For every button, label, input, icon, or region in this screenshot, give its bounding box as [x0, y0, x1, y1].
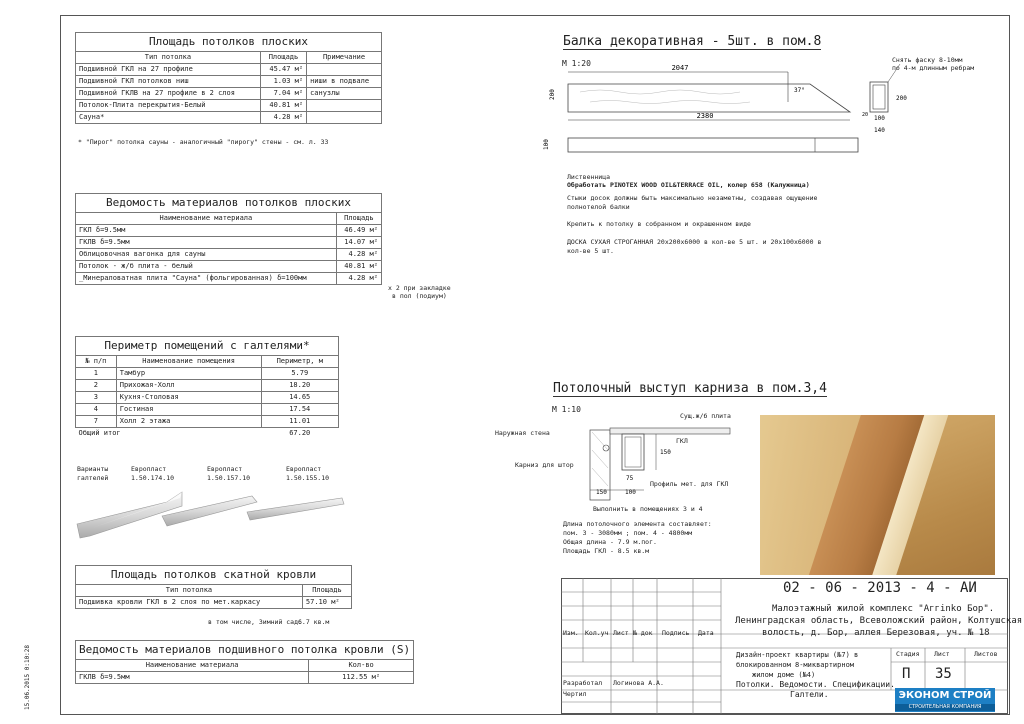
beam-scale: М 1:20: [562, 59, 591, 68]
cell: 2: [76, 380, 117, 392]
pitched-materials-table: [75, 640, 414, 684]
table-row: [76, 416, 339, 428]
beam-note: Крепить к потолку в собранном и окрашенном виде: [567, 220, 751, 228]
cell: 4.28 м²: [336, 273, 381, 285]
date-stamp: 15.06.2015 0:10:28: [24, 644, 31, 710]
sheet-title: Галтели.: [790, 690, 829, 699]
dim-75: 75: [626, 475, 634, 482]
molding-brand: Европласт: [286, 465, 322, 473]
stamp-header: Лист: [613, 629, 629, 637]
sheet-value: 35: [935, 666, 952, 682]
total-row: [76, 428, 339, 440]
developed-label: Разработал: [563, 679, 603, 687]
col-header: Наименование материала: [76, 213, 337, 225]
col-header: Площадь: [336, 213, 381, 225]
pitched-table: [75, 565, 352, 609]
project-line: Ленинградская область, Всеволожский район, Колтушская: [735, 616, 1023, 626]
dim-2380: 2380: [696, 112, 714, 120]
section-note: Снять фаску 8-10мм: [892, 56, 963, 64]
cell: 1: [76, 368, 117, 380]
dim-100: 100: [625, 489, 636, 496]
total-label: Общий итог: [78, 429, 121, 437]
table-row: [76, 249, 382, 261]
dim-100: 100: [543, 139, 550, 150]
col-header: Наименование помещения: [116, 356, 261, 368]
cornice-length: Площадь ГКЛ - 8.5 кв.м: [563, 547, 650, 555]
cornice-scale: М 1:10: [552, 405, 581, 414]
stamp-header: Подпись: [662, 629, 690, 637]
cell: 45.47 м²: [260, 64, 306, 76]
col-header: Тип потолка: [76, 585, 303, 597]
cell: 3: [76, 392, 117, 404]
cell: Подшивной ГКЛВ на 27 профиле в 2 слоя: [76, 88, 261, 100]
col-header: Площадь: [260, 52, 306, 64]
beam-note: полнотелой балки: [567, 203, 630, 211]
design-line: Дизайн-проект квартиры (№7) в: [736, 651, 859, 659]
cell: Сауна*: [76, 112, 261, 124]
col-header: Площадь: [302, 585, 351, 597]
table-title: Ведомость материалов подшивного потолка кровли (S): [76, 641, 414, 660]
label-slab: Сущ.ж/б плита: [680, 412, 731, 420]
cell: санузлы: [307, 88, 382, 100]
cornice-length: Общая длина - 7.9 м.пог.: [563, 538, 657, 546]
sec-20: 20: [862, 112, 869, 118]
table-row: [76, 225, 382, 237]
table-row: [76, 100, 382, 112]
stamp-header: Дата: [698, 629, 714, 637]
stamp-header: № док: [633, 629, 653, 637]
cell: [307, 64, 382, 76]
project-line: волость, д. Бор, аллея Березовая, уч. № 18: [762, 628, 990, 638]
col-header: Кол-во: [309, 660, 414, 672]
beam-material: Лиственница: [567, 173, 611, 181]
perimeter-table: [75, 336, 339, 439]
flat-materials-table: [75, 193, 382, 285]
beam-note: кол-ве 5 шт.: [567, 247, 614, 255]
label-profile: Профиль мет. для ГКЛ: [650, 480, 729, 488]
cell: [307, 112, 382, 124]
side-note: x 2 при закладке: [388, 284, 451, 292]
cell: 7: [76, 416, 117, 428]
cell: Гостиная: [116, 404, 261, 416]
sheet-label: Лист: [934, 650, 950, 658]
cell: Облицовочная вагонка для сауны: [76, 249, 337, 261]
project-line: Малоэтажный жилой комплекс "Аггinko Бор".: [772, 604, 995, 614]
flat-ceilings-table: [75, 32, 382, 124]
beam-drawing: [540, 62, 980, 172]
beam-title: Балка декоративная - 5шт. в пом.8: [563, 34, 822, 49]
table-title: Площадь потолков скатной кровли: [76, 566, 352, 585]
beam-treatment: Обработать PINOTEX WOOD OIL&TERRACE OIL, колер 658 (Калужница): [567, 181, 810, 189]
table-title: Периметр помещений с галтелями*: [76, 337, 339, 356]
cornice-photo: [760, 415, 995, 575]
label-rod: Карниз для штор: [515, 461, 574, 469]
cell: 7.04 м²: [260, 88, 306, 100]
company-logo: [895, 688, 995, 712]
total-value: 67.20: [289, 429, 311, 437]
col-header: Наименование материала: [76, 660, 309, 672]
cell: 17.54: [261, 404, 339, 416]
stage-label: Стадия: [896, 650, 920, 658]
col-header: № п/п: [76, 356, 117, 368]
cell: [307, 100, 382, 112]
logo-text: ЭКОНОМ СТРОЙ: [898, 690, 992, 701]
cornice-length: Длина потолочного элемента составляет:: [563, 520, 712, 528]
subnote-value: 6.7 кв.м: [298, 618, 330, 626]
cell: 14.65: [261, 392, 339, 404]
sheet-title: Потолки. Ведомости. Спецификации.: [736, 680, 895, 689]
dim-37: 37°: [794, 87, 805, 94]
molding-brand: Европласт: [207, 465, 243, 473]
table-row: [76, 404, 339, 416]
cell: ГКЛ δ=9.5мм: [76, 225, 337, 237]
table-row: [76, 88, 382, 100]
logo-subtext: СТРОИТЕЛЬНАЯ КОМПАНИЯ: [895, 704, 995, 711]
cell: Подшивной ГКЛ потолков ниш: [76, 76, 261, 88]
molding-code: 1.50.157.10: [207, 474, 251, 482]
dim-150b: 150: [660, 449, 671, 456]
subnote-label: в том числе, Зимний сад:: [208, 618, 302, 626]
section-note: по 4-м длинным ребрам: [892, 64, 975, 72]
molding-code: 1.50.174.10: [131, 474, 175, 482]
moldings-label: Варианты: [77, 465, 109, 473]
col-header: Тип потолка: [76, 52, 261, 64]
beam-note: Стыки досок должны быть максимально незаметны, создавая ощущение: [567, 194, 818, 202]
developed-name: Логинова А.А.: [613, 679, 664, 687]
table-title: Площадь потолков плоских: [76, 33, 382, 52]
table-row: [76, 380, 339, 392]
cell: 112.55 м²: [309, 672, 414, 684]
dim-2047: 2047: [671, 64, 689, 72]
cell: 4: [76, 404, 117, 416]
cell: 57.10 м²: [302, 597, 351, 609]
molding-code: 1.50.155.10: [286, 474, 330, 482]
table-row: [76, 112, 382, 124]
cell: Потолок-Плита перекрытия-Белый: [76, 100, 261, 112]
sec-140: 140: [874, 127, 885, 134]
cell: 1.03 м²: [260, 76, 306, 88]
side-note: в пол (подиум): [392, 292, 447, 300]
cell: Холл 2 этажа: [116, 416, 261, 428]
col-header: Примечание: [307, 52, 382, 64]
stamp-header: Изм.: [563, 629, 579, 637]
cornice-execute: Выполнить в помещениях 3 и 4: [593, 505, 703, 513]
molding-brand: Европласт: [131, 465, 167, 473]
cell: ниши в подвале: [307, 76, 382, 88]
cell: _Минераловатная плита "Сауна" (фольгированная) δ=100мм: [76, 273, 337, 285]
cell: Подшивной ГКЛ на 27 профиле: [76, 64, 261, 76]
label-wall: Наружная стена: [495, 429, 550, 437]
stage-value: П: [902, 666, 911, 682]
cell: 5.79: [261, 368, 339, 380]
sheets-label: Листов: [974, 650, 998, 658]
cell: Подшивка кровли ГКЛ в 2 слоя по мет.каркасу: [76, 597, 303, 609]
cell: 11.01: [261, 416, 339, 428]
cell: 46.49 м²: [336, 225, 381, 237]
cell: Тамбур: [116, 368, 261, 380]
label-gkl: ГКЛ: [676, 437, 688, 445]
cell: Потолок - ж/б плита - белый: [76, 261, 337, 273]
design-line: блокированном 8-миквартирном: [736, 661, 855, 669]
dim-200: 200: [549, 89, 556, 100]
cell: 40.81 м²: [260, 100, 306, 112]
sec-200: 200: [896, 95, 907, 102]
beam-note: ДОСКА СУХАЯ СТРОГАННАЯ 20x200x6000 в кол-ве 5 шт. и 20x100x6000 в: [567, 238, 822, 246]
cell: 4.28 м²: [260, 112, 306, 124]
design-line: жилом доме (№4): [752, 671, 816, 679]
cell: 14.07 м²: [336, 237, 381, 249]
table-row: [76, 672, 414, 684]
cell: 18.20: [261, 380, 339, 392]
footnote: * "Пирог" потолка сауны - аналогичный "пирогу" стены - см. л. 33: [78, 138, 329, 146]
table-row: [76, 76, 382, 88]
table-title: Ведомость материалов потолков плоских: [76, 194, 382, 213]
stamp-header: Кол.уч: [585, 629, 609, 637]
cell: ГКЛВ δ=9.5мм: [76, 237, 337, 249]
cell: Прихожая-Холл: [116, 380, 261, 392]
table-row: [76, 273, 382, 285]
table-row: [76, 597, 352, 609]
table-row: [76, 368, 339, 380]
moldings-label: галтелей: [77, 474, 109, 482]
drawing-code: 02 - 06 - 2013 - 4 - АИ: [783, 580, 977, 596]
dim-150: 150: [596, 489, 607, 496]
cornice-title: Потолочный выступ карниза в пом.3,4: [553, 381, 827, 396]
cornice-length: пом. 3 - 3080мм ; пом. 4 - 4800мм: [563, 529, 693, 537]
cell: 40.81 м²: [336, 261, 381, 273]
cell: ГКЛВ δ=9.5мм: [76, 672, 309, 684]
molding-illustrations: [72, 484, 362, 544]
table-row: [76, 237, 382, 249]
table-row: [76, 64, 382, 76]
cell: Кухня-Столовая: [116, 392, 261, 404]
table-row: [76, 392, 339, 404]
sec-100: 100: [874, 115, 885, 122]
col-header: Периметр, м: [261, 356, 339, 368]
table-row: [76, 261, 382, 273]
cell: 4.28 м²: [336, 249, 381, 261]
drew-label: Чертил: [563, 690, 587, 698]
